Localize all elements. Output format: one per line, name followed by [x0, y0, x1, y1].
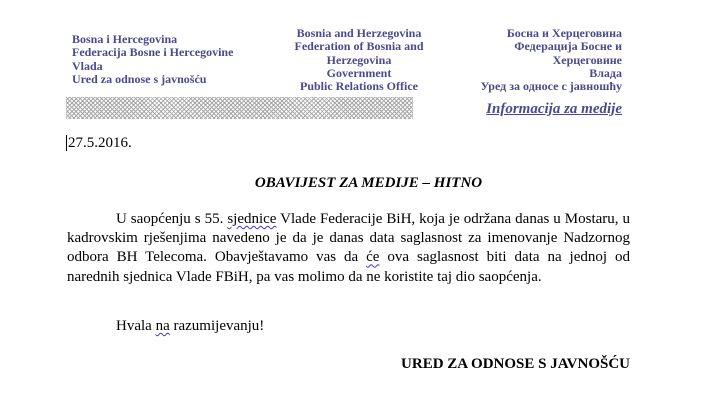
letterhead-line: Public Relations Office	[300, 79, 418, 94]
letterhead-line: Government	[326, 65, 392, 80]
letterhead-line: Federacija Bosne i Hercegovine	[72, 45, 234, 60]
letterhead-english	[276, 27, 442, 93]
letterhead-line: Федерација Босне и	[514, 39, 622, 54]
spellcheck-word[interactable]: na	[155, 318, 170, 334]
letterhead-line: Херцеговине	[552, 52, 622, 67]
letterhead-cyrillic	[462, 27, 622, 93]
thanks-text: Hvala	[116, 318, 156, 334]
text-cursor	[66, 135, 67, 151]
spellcheck-word[interactable]: sjednice	[227, 211, 277, 227]
paragraph-text: Vlade Federacije BiH, koja je održana danas u Mostaru, u kadrovskim rješenjima navedeno je da je danas data saglasnost za imenovanje Nadzornog odbora BH Telecoma. Obavještavamo vas da	[67, 211, 631, 266]
thanks-text: razumijevanju!	[169, 318, 265, 334]
letterhead-line: Federation of Bosnia and	[294, 39, 424, 54]
paragraph-text: U saopćenju s 55.	[116, 211, 228, 227]
letterhead-hatched-bar	[66, 97, 413, 119]
letterhead-line: Босна и Херцеговина	[506, 26, 622, 40]
spellcheck-word[interactable]: će	[366, 249, 380, 266]
letterhead-line: Влада	[589, 65, 622, 80]
letterhead-bosnian	[72, 33, 272, 86]
document-body-paragraph	[67, 210, 630, 287]
letterhead-line: Уред за односе с јавношћу	[480, 79, 622, 94]
letterhead-line: Bosna i Hercegovina	[72, 32, 178, 46]
letterhead-line: Herzegovina	[326, 52, 392, 67]
letterhead-line: Ured za odnose s javnošću	[72, 71, 207, 86]
paragraph-text: ova saglasnost biti data na jednoj od narednih sjednica Vlade FBiH, pa vas molimo da ne koristite taj dio saopćenja.	[67, 249, 630, 285]
info-for-media-link[interactable]: Informacija za medije	[486, 101, 622, 117]
letterhead-line: Bosnia and Herzegovina	[296, 26, 422, 40]
thanks-line	[116, 318, 264, 335]
document-date: 27.5.2016.	[68, 135, 132, 151]
letterhead-line: Vlada	[72, 58, 103, 73]
document-signature: URED ZA ODNOSE S JAVNOŠĆU	[401, 356, 630, 372]
document-heading: OBAVIJEST ZA MEDIJE – HITNO	[254, 175, 483, 191]
